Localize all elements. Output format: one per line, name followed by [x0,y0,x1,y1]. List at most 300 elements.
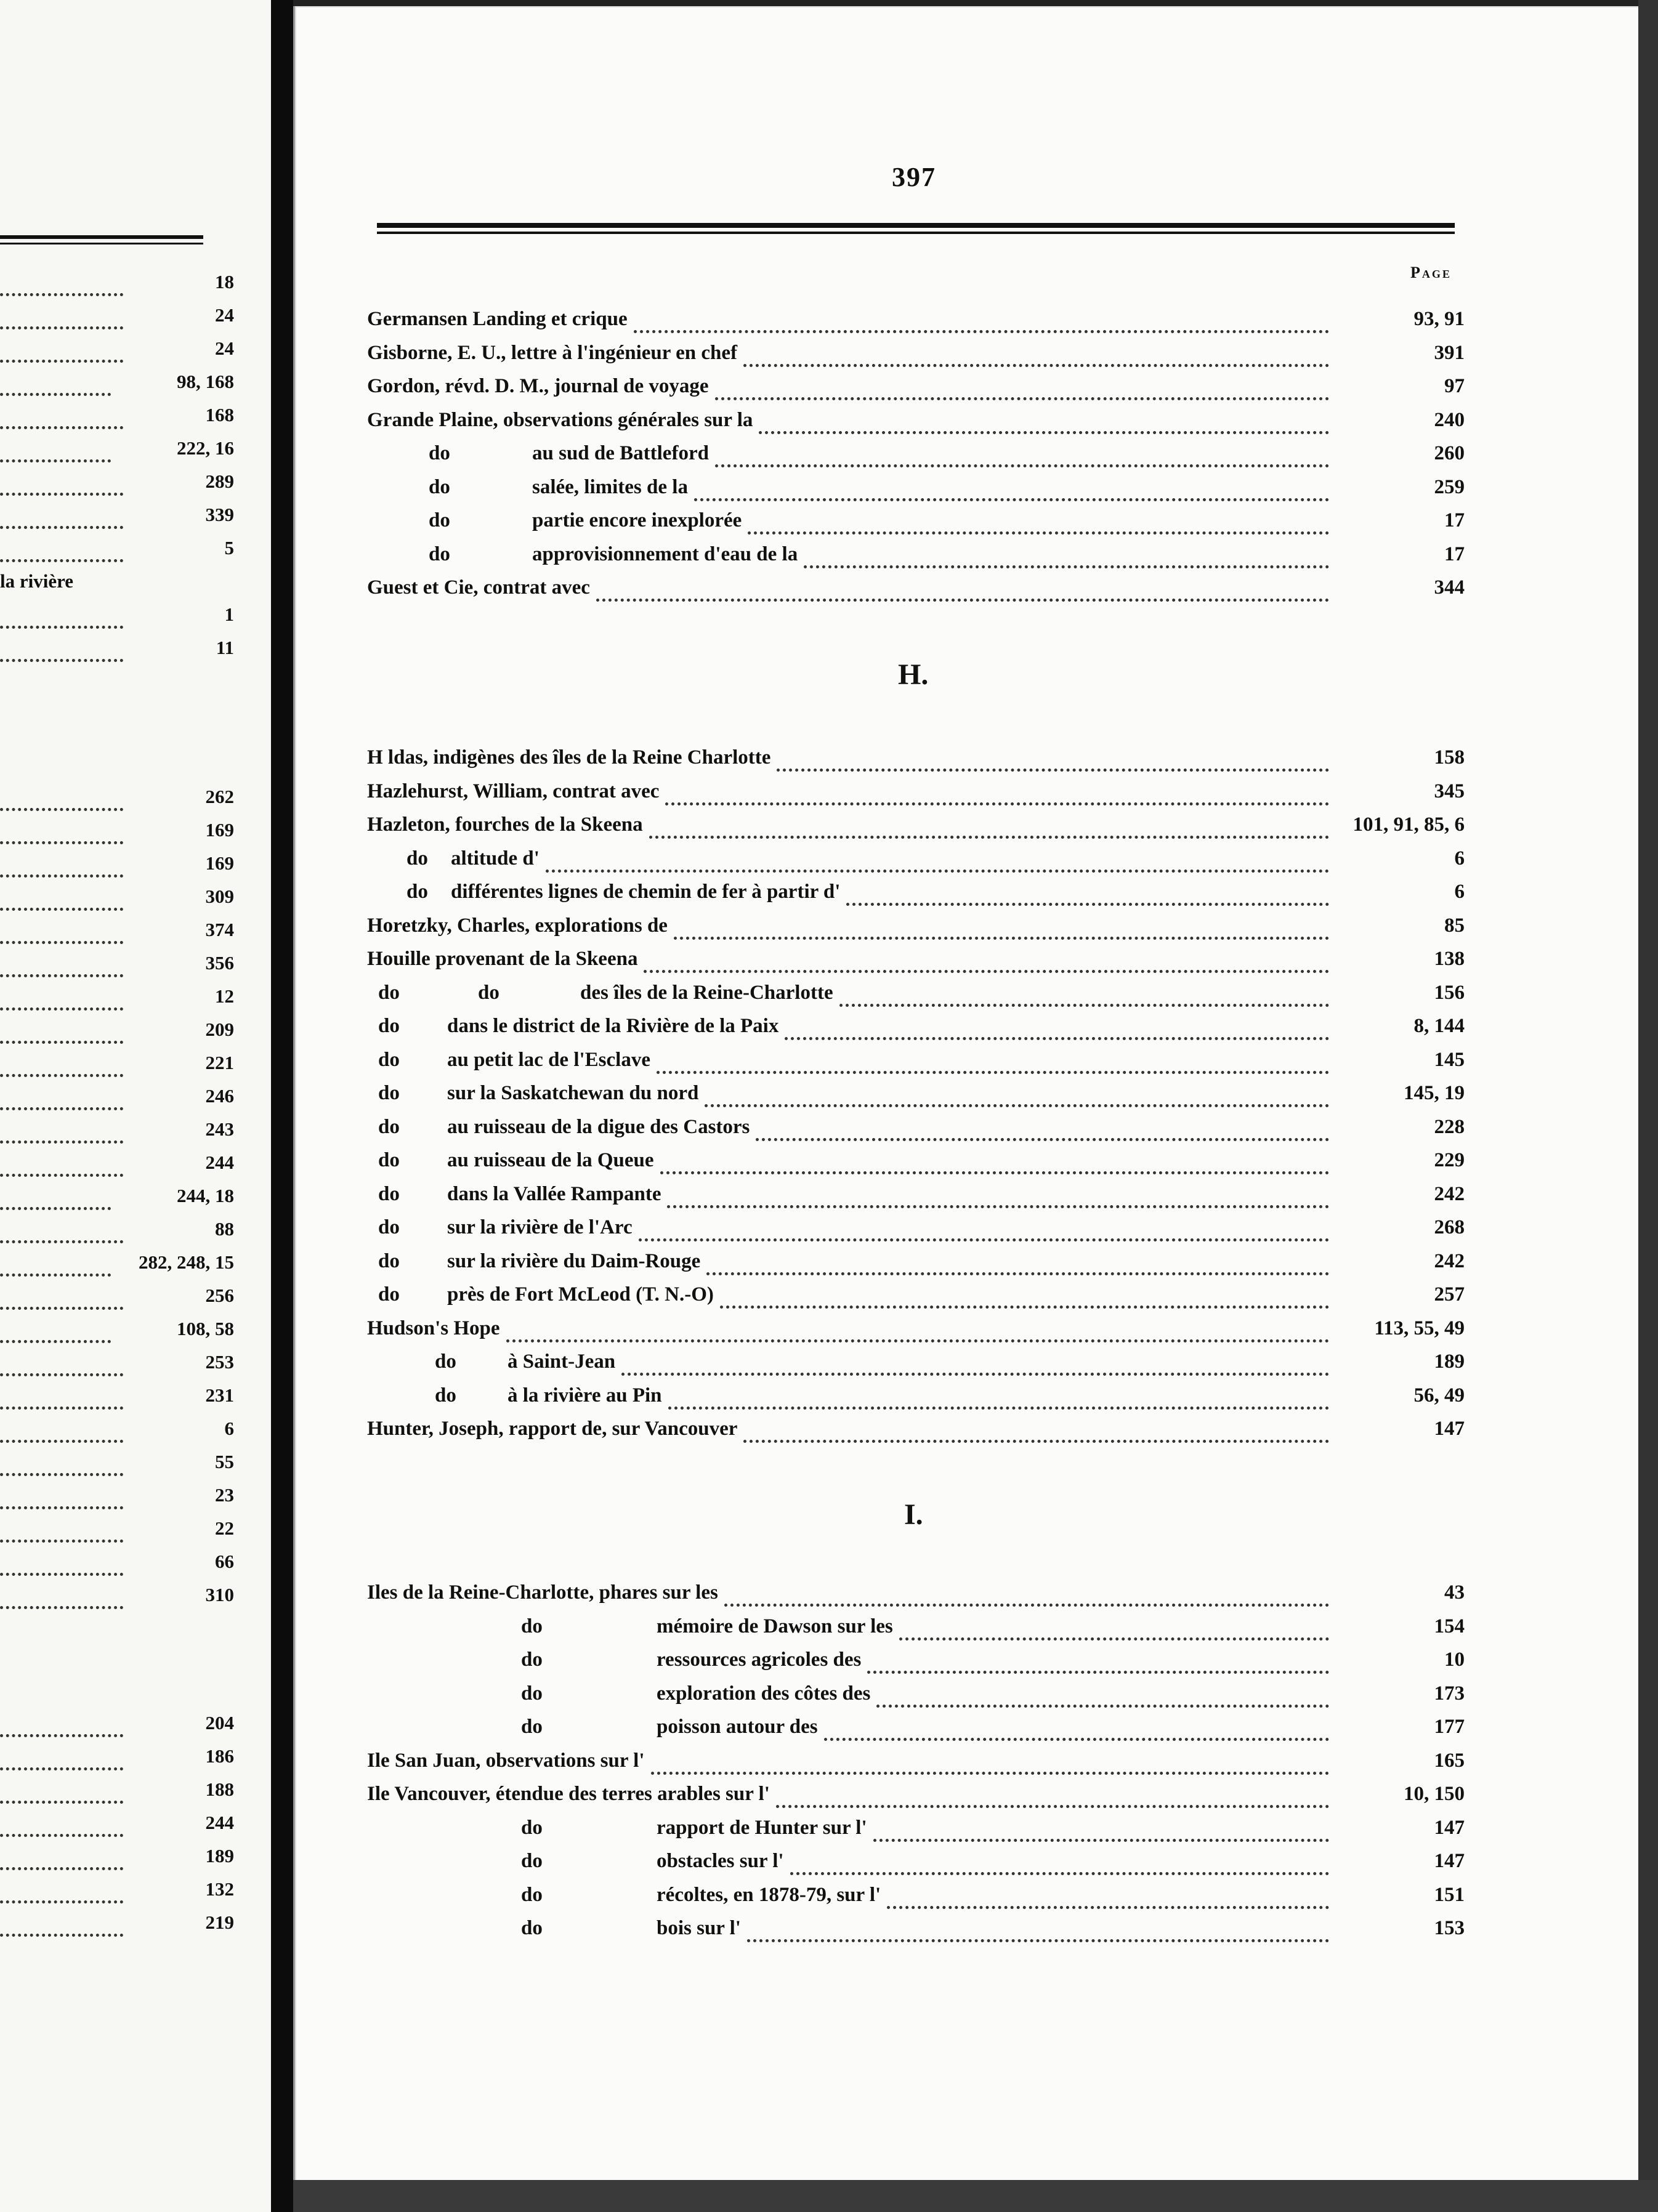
entry-text: au ruisseau de la Queue [447,1149,654,1171]
dot-leader [621,1354,1329,1376]
left-index-entry [0,1384,234,1416]
page-ref: 101, 91, 85, 6 [1353,813,1465,836]
dot-leader [0,1323,111,1343]
page-ref: 289 [205,470,234,492]
dot-leader [0,1256,111,1277]
dot-leader [748,513,1329,535]
left-index-entry [0,1318,234,1350]
left-index-entry [0,1418,234,1450]
index-entry [367,1384,1465,1416]
dot-leader [0,824,123,844]
left-page-fragment [0,0,271,2212]
ditto-mark: do [406,881,428,903]
entry-text: au sud de Battleford [532,442,709,464]
dot-leader [0,1717,123,1737]
dot-leader [0,924,123,944]
index-entry [367,1884,1465,1916]
dot-leader [824,1719,1329,1741]
page-ref: 10, 150 [1404,1783,1465,1805]
page-ref: 66 [215,1551,234,1572]
page-ref: 189 [1434,1350,1465,1373]
left-index-entry [0,470,234,503]
ditto-mark: do [521,1883,543,1906]
page-ref: 240 [1434,408,1465,431]
page-ref: 244, 18 [177,1185,234,1206]
index-entry [367,543,1465,575]
left-index-entry [0,504,234,536]
left-index-entry [0,1484,234,1516]
dot-leader [0,1290,123,1310]
dot-leader [705,1086,1329,1107]
index-entry [367,1817,1465,1849]
ditto-mark: do [406,847,428,870]
page-ref: 10 [1444,1649,1465,1671]
page-ref: 11 [216,637,234,658]
entry-text: H ldas, indigènes des îles de la Reine Charlotte [367,746,771,769]
dot-leader [0,1556,123,1576]
page-bottom-edge [293,2180,1658,2212]
page-ref: 23 [215,1484,234,1506]
ditto-mark: do [429,475,450,498]
dot-leader [0,642,123,662]
dot-leader [0,1456,123,1476]
page-ref: 243 [205,1118,234,1140]
left-index-entry [0,1185,234,1217]
page-ref: 22 [215,1517,234,1539]
dot-leader [0,1023,123,1044]
dot-leader [867,1652,1329,1674]
dot-leader [644,951,1329,973]
page-ref: 262 [205,786,234,807]
dot-leader [0,509,123,529]
entry-text: dans le district de la Rivière de la Paix [447,1015,779,1037]
index-entry [367,1216,1465,1248]
entry-text: Grande Plaine, observations générales sur la [367,408,753,431]
index-entry [367,342,1465,374]
dot-leader [804,547,1329,568]
page-ref: 1 [224,603,234,625]
dot-leader [0,1090,123,1110]
page-right-edge [1638,0,1658,2212]
entry-text: près de Fort McLeod (T. N.-O) [447,1283,714,1306]
dot-leader [668,1388,1329,1410]
index-entry [367,914,1465,947]
left-index-entry [0,852,234,884]
left-index-entry [0,603,234,636]
entry-text: au petit lac de l'Esclave [447,1048,650,1071]
entry-text: Guest et Cie, contrat avec [367,576,590,599]
page-ref: 6 [1454,847,1465,870]
page-ref: 345 [1434,780,1465,802]
left-index-entry [0,1517,234,1549]
dot-leader [0,1123,123,1144]
ditto-mark: do [378,1216,400,1238]
page-ref: 17 [1444,543,1465,565]
page-ref: 132 [205,1878,234,1900]
index-entry [367,847,1465,879]
entry-text: la rivière [0,570,74,592]
page-ref: 5 [224,537,234,559]
dot-leader [0,1783,123,1804]
index-entry [367,780,1465,812]
index-entry [367,409,1465,441]
page-ref: 204 [205,1712,234,1734]
entry-text: sur la Saskatchewan du nord [447,1082,699,1104]
page-ref: 165 [1434,1749,1465,1772]
dot-leader [0,342,123,363]
ditto-mark: do [429,509,450,531]
page-ref: 56, 49 [1413,1384,1465,1407]
page-ref: 259 [1434,475,1465,498]
dot-leader [0,542,123,562]
left-index-entry [0,819,234,851]
index-entry [367,881,1465,913]
entry-text: sur la rivière du Daim-Rouge [447,1249,701,1272]
page-ref: 154 [1434,1615,1465,1637]
ditto-mark: do [378,1048,400,1071]
page-ref: 153 [1434,1917,1465,1939]
dot-leader [694,480,1329,501]
entry-text: sur la rivière de l'Arc [447,1216,633,1238]
ditto-mark: do [521,1917,543,1939]
index-entry [367,1581,1465,1613]
left-index-entry [0,1584,234,1616]
page-number: 397 [892,162,936,192]
dot-leader [639,1220,1329,1241]
page-ref: 6 [224,1418,234,1439]
index-entry [367,1418,1465,1450]
page-ref: 145 [1434,1048,1465,1071]
entry-text: Houille provenant de la Skeena [367,948,638,970]
left-index-entry [0,1218,234,1250]
dot-leader [0,1817,123,1837]
dot-leader [873,1820,1329,1842]
left-index-entry [0,786,234,818]
page-ref: 356 [205,952,234,974]
dot-leader [0,890,123,911]
entry-text: au ruisseau de la digue des Castors [447,1115,750,1138]
dot-leader [596,580,1329,602]
ditto-mark: do [378,1182,400,1205]
page-ref: 246 [205,1085,234,1107]
index-entry [367,1116,1465,1148]
page-ref: 391 [1434,341,1465,364]
page-ref: 24 [215,337,234,359]
left-index-entry [0,570,234,602]
index-entry [367,1015,1465,1047]
index-entry [367,1750,1465,1782]
dot-leader [846,884,1329,906]
left-index-entry [0,371,234,403]
page-ref: 231 [205,1384,234,1406]
left-index-entry [0,952,234,984]
dot-leader [0,791,123,811]
index-entry [367,1250,1465,1282]
entry-text: Ile Vancouver, étendue des terres arables sur l' [367,1783,770,1805]
entry-text: Germansen Landing et crique [367,308,628,330]
page-ref: 189 [205,1845,234,1867]
entry-text: altitude d' [451,847,540,870]
index-entry [367,1317,1465,1349]
left-index-entry [0,1712,234,1744]
page-ref: 93, 91 [1413,308,1465,330]
page-ref: 344 [1434,576,1465,599]
ditto-mark: do [429,543,450,565]
index-entry [367,1850,1465,1882]
ditto-mark: do [435,1350,456,1373]
left-index-entry [0,1285,234,1317]
page-ref: 85 [1444,914,1465,937]
ditto-mark: do [429,442,450,464]
entry-text: des îles de la Reine-Charlotte [580,981,833,1004]
dot-leader [777,750,1329,772]
page-ref: 55 [215,1451,234,1472]
left-index-entry [0,1085,234,1117]
left-index-entry [0,1551,234,1583]
page-ref: 244 [205,1812,234,1833]
left-index-entry [0,1118,234,1150]
ditto-mark: do [378,1249,400,1272]
dot-leader [0,957,123,977]
left-index-entry [0,1745,234,1777]
page-ref: 98, 168 [177,371,234,392]
ditto-mark: do [378,1283,400,1306]
index-entry [367,1149,1465,1181]
dot-leader [899,1619,1329,1641]
left-index-entry [0,537,234,569]
ditto-mark: do [378,1082,400,1104]
page-ref: 168 [205,404,234,426]
dot-leader [660,1153,1329,1174]
left-index-entry [0,1019,234,1051]
ditto-mark: do [435,1384,456,1407]
dot-leader [747,1921,1329,1942]
page-ref: 242 [1434,1249,1465,1272]
dot-leader [651,1753,1330,1775]
dot-leader [0,1489,123,1509]
entry-text: salée, limites de la [532,475,688,498]
page-ref: 113, 55, 49 [1374,1317,1465,1339]
page-ref: 147 [1434,1418,1465,1440]
left-index-entry [0,1052,234,1084]
entry-text: Gordon, révd. D. M., journal de voyage [367,375,709,397]
section-heading-i: I. [904,1498,923,1531]
page-ref: 158 [1434,746,1465,769]
ditto-mark: do [521,1816,543,1839]
dot-leader [0,409,123,429]
entry-text: obstacles sur l' [657,1850,784,1872]
dot-leader [0,1750,123,1770]
left-index-entry [0,337,234,369]
page-ref: 260 [1434,442,1465,464]
left-index-entry [0,1351,234,1383]
entry-text: récoltes, en 1878-79, sur l' [657,1883,881,1906]
page-ref: 156 [1434,981,1465,1004]
dot-leader [0,1356,123,1376]
dot-leader [546,851,1329,873]
page-ref: 228 [1434,1115,1465,1138]
entry-text: à Saint-Jean [508,1350,616,1373]
left-index-entry [0,1251,234,1283]
index-entry [367,1049,1465,1081]
page-ref: 147 [1434,1850,1465,1872]
entry-text: ressources agricoles des [657,1649,862,1671]
page-ref: 339 [205,504,234,525]
index-entry [367,1350,1465,1383]
index-entry [367,1682,1465,1714]
entry-text: Horetzky, Charles, explorations de [367,914,668,937]
dot-leader [759,413,1329,434]
dot-leader [0,309,123,329]
ditto-mark: do [521,1649,543,1671]
index-entry [367,1783,1465,1815]
dot-leader [715,446,1329,467]
index-entry [367,746,1465,778]
index-entry [367,1283,1465,1315]
dot-leader [790,1854,1329,1875]
left-index-entry [0,271,234,303]
dot-leader [0,1423,123,1443]
index-entry [367,1615,1465,1647]
left-index-entry [0,437,234,469]
left-index-entry [0,1911,234,1944]
page-ref: 145, 19 [1404,1082,1465,1104]
ditto-mark: do [521,1716,543,1738]
index-entry [367,509,1465,541]
left-index-entry [0,919,234,951]
index-entry [367,442,1465,474]
dot-leader [839,985,1329,1007]
dot-leader [0,1190,111,1210]
entry-text: Hudson's Hope [367,1317,500,1339]
dot-leader [785,1019,1329,1040]
page-ref: 169 [205,852,234,874]
left-index-entry [0,985,234,1017]
dot-leader [715,379,1329,400]
page-ref: 151 [1434,1883,1465,1906]
page-ref: 169 [205,819,234,841]
left-index-entry [0,404,234,436]
ditto-mark: do [521,1615,543,1637]
ditto-mark: do [521,1682,543,1705]
dot-leader [776,1786,1329,1808]
entry-text: dans la Vallée Rampante [447,1182,661,1205]
section-heading-h: H. [898,658,929,691]
left-header-rule [0,235,203,239]
dot-leader [657,1052,1329,1074]
page-ref: 209 [205,1019,234,1040]
page-ref: 242 [1434,1182,1465,1205]
left-index-entry [0,1845,234,1877]
dot-leader [0,276,123,296]
dot-leader [0,1057,123,1077]
dot-leader [0,475,123,496]
ditto-mark: do [521,1850,543,1872]
entry-text: Hazleton, fourches de la Skeena [367,813,643,836]
page-ref: 6 [1454,881,1465,903]
page-ref: 229 [1434,1149,1465,1171]
dot-leader [634,312,1329,333]
index-entry [367,1183,1465,1215]
index-entry [367,948,1465,980]
index-entry [367,1917,1465,1949]
header-rule-thin [377,232,1455,234]
page-ref: 222, 16 [177,437,234,459]
index-entry [367,576,1465,608]
dot-leader [0,608,123,629]
page-column-header: Page [1410,264,1452,281]
dot-leader [756,1120,1329,1141]
dot-leader [0,1223,123,1243]
dot-leader [649,817,1329,839]
entry-text: différentes lignes de chemin de fer à partir d' [451,881,841,903]
left-index-entry [0,1812,234,1844]
dot-leader [0,857,123,878]
index-entry [367,308,1465,340]
left-index-entry [0,1451,234,1483]
dot-leader [0,990,123,1011]
page-ref: 309 [205,886,234,907]
page-ref: 374 [205,919,234,940]
page-ref: 17 [1444,509,1465,531]
entry-text: Iles de la Reine-Charlotte, phares sur les [367,1581,718,1604]
entry-text: exploration des côtes des [657,1682,871,1705]
left-header-rule-thin [0,243,203,244]
page-ref: 12 [215,985,234,1007]
ditto-mark: do [378,1149,400,1171]
dot-leader [0,1156,123,1177]
left-index-entry [0,1778,234,1810]
book-gutter [271,0,293,2212]
entry-text: Ile San Juan, observations sur l' [367,1749,645,1772]
left-index-entry [0,886,234,918]
page-ref: 8, 144 [1413,1015,1465,1037]
dot-leader [665,784,1329,805]
page-ref: 244 [205,1152,234,1173]
page-ref: 188 [205,1778,234,1800]
dot-leader [0,1883,123,1903]
page-ref: 43 [1444,1581,1465,1604]
dot-leader [876,1686,1329,1708]
ditto-mark: do [378,981,400,1004]
dot-leader [743,1421,1329,1443]
index-entry [367,1082,1465,1114]
page-ref: 268 [1434,1216,1465,1238]
left-index-entry [0,1152,234,1184]
entry-text: rapport de Hunter sur l' [657,1816,867,1839]
page-ref: 282, 248, 15 [139,1251,234,1273]
index-entry [367,1716,1465,1748]
page-ref: 256 [205,1285,234,1306]
ditto-mark: do [478,981,499,1004]
page-ref: 138 [1434,948,1465,970]
dot-leader [0,1389,123,1410]
entry-text: partie encore inexplorée [532,509,742,531]
dot-leader [506,1321,1330,1342]
dot-leader [887,1887,1329,1909]
index-entry [367,476,1465,508]
page-ref: 88 [215,1218,234,1240]
entry-text: approvisionnement d'eau de la [532,543,798,565]
ditto-mark: do [378,1115,400,1138]
entry-text: Hazlehurst, William, contrat avec [367,780,660,802]
entry-text: Hunter, Joseph, rapport de, sur Vancouver [367,1418,738,1440]
left-index-entry [0,1878,234,1910]
ditto-mark: do [378,1015,400,1037]
page-ref: 173 [1434,1682,1465,1705]
dot-leader [724,1585,1329,1607]
page-ref: 18 [215,271,234,293]
